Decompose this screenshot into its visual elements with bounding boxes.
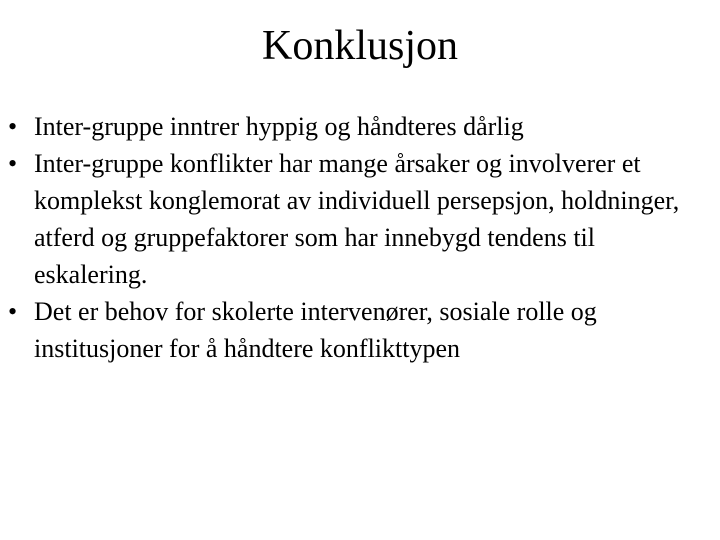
bullet-dot-icon: • (8, 297, 18, 326)
bullet-text-3: Det er behov for skolerte intervenører, sosiale rolle og institusjoner for å håndtere konflikttypen (34, 297, 597, 363)
bullet-list (8, 108, 708, 367)
bullet-dot-icon: • (8, 112, 18, 141)
bullet-item-1 (8, 108, 708, 145)
bullet-text-2: Inter-gruppe konflikter har mange årsaker og involverer et komplekst konglemorat av individuell persepsjon, holdninger, atferd og gruppefaktorer som har innebygd tendens til eskalering. (34, 149, 680, 289)
bullet-text-1: Inter-gruppe inntrer hyppig og håndteres dårlig (34, 112, 524, 141)
bullet-item-3 (8, 293, 708, 367)
bullet-dot-icon: • (8, 149, 18, 178)
slide-title: Konklusjon (261, 23, 458, 69)
bullet-item-2 (8, 145, 708, 293)
